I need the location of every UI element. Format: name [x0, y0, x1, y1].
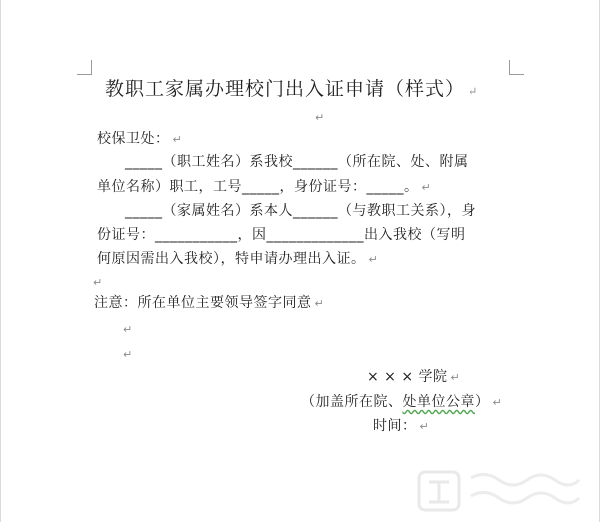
empty-paragraph-mark: ↵	[123, 348, 133, 361]
body-text: _____（职工姓名）系我校______（所在院、处、附属	[125, 154, 469, 170]
paragraph-mark: ↵	[314, 297, 325, 310]
note-text: 注意：所在单位主要领导签字同意	[94, 295, 312, 311]
salutation-line[interactable]	[97, 128, 182, 148]
body-text: 份证号：___________，因_____________出入我校（写明	[97, 227, 466, 243]
empty-paragraph-mark: ↵	[315, 111, 325, 124]
paragraph-mark: ↵	[468, 85, 479, 98]
paragraph-mark: ↵	[421, 181, 432, 194]
body-line[interactable]	[125, 200, 476, 220]
stamp-prefix-text: （加盖所在院、	[301, 394, 403, 410]
body-text: _____（家属姓名）系本人______（与教职工关系），身	[125, 203, 476, 219]
paragraph-mark: ↵	[492, 396, 503, 409]
body-line[interactable]	[125, 151, 469, 171]
school-text: × × × 学院	[367, 369, 448, 385]
note-line[interactable]	[94, 292, 324, 312]
body-line[interactable]	[97, 248, 378, 268]
salutation-text: 校保卫处：	[97, 131, 170, 147]
signature-time-line[interactable]	[373, 415, 429, 435]
paragraph-mark: ↵	[419, 420, 430, 433]
signature-school-line[interactable]	[367, 366, 460, 386]
page-corner-top-right	[509, 60, 524, 75]
empty-paragraph-mark: ↵	[93, 276, 103, 289]
site-watermark-logo	[415, 466, 585, 516]
body-line[interactable]	[97, 224, 466, 244]
document-title[interactable]	[105, 74, 478, 101]
stamp-suffix-text: ）	[475, 394, 490, 410]
title-text: 教职工家属办理校门出入证申请（样式）	[105, 78, 466, 100]
body-line[interactable]	[97, 176, 431, 196]
paragraph-mark: ↵	[450, 371, 461, 384]
stamp-spellcheck-text: 处单位公章	[402, 394, 475, 410]
empty-paragraph-mark: ↵	[123, 323, 133, 336]
time-label: 时间：	[373, 418, 417, 434]
body-text: 何原因需出入我校），特申请办理出入证。	[97, 251, 366, 267]
body-text: 单位名称）职工，工号_____，身份证号：_____。	[97, 179, 419, 195]
signature-stamp-line[interactable]	[301, 391, 502, 411]
page-corner-top-left	[77, 60, 92, 75]
paragraph-mark: ↵	[172, 133, 183, 146]
paragraph-mark: ↵	[368, 253, 379, 266]
